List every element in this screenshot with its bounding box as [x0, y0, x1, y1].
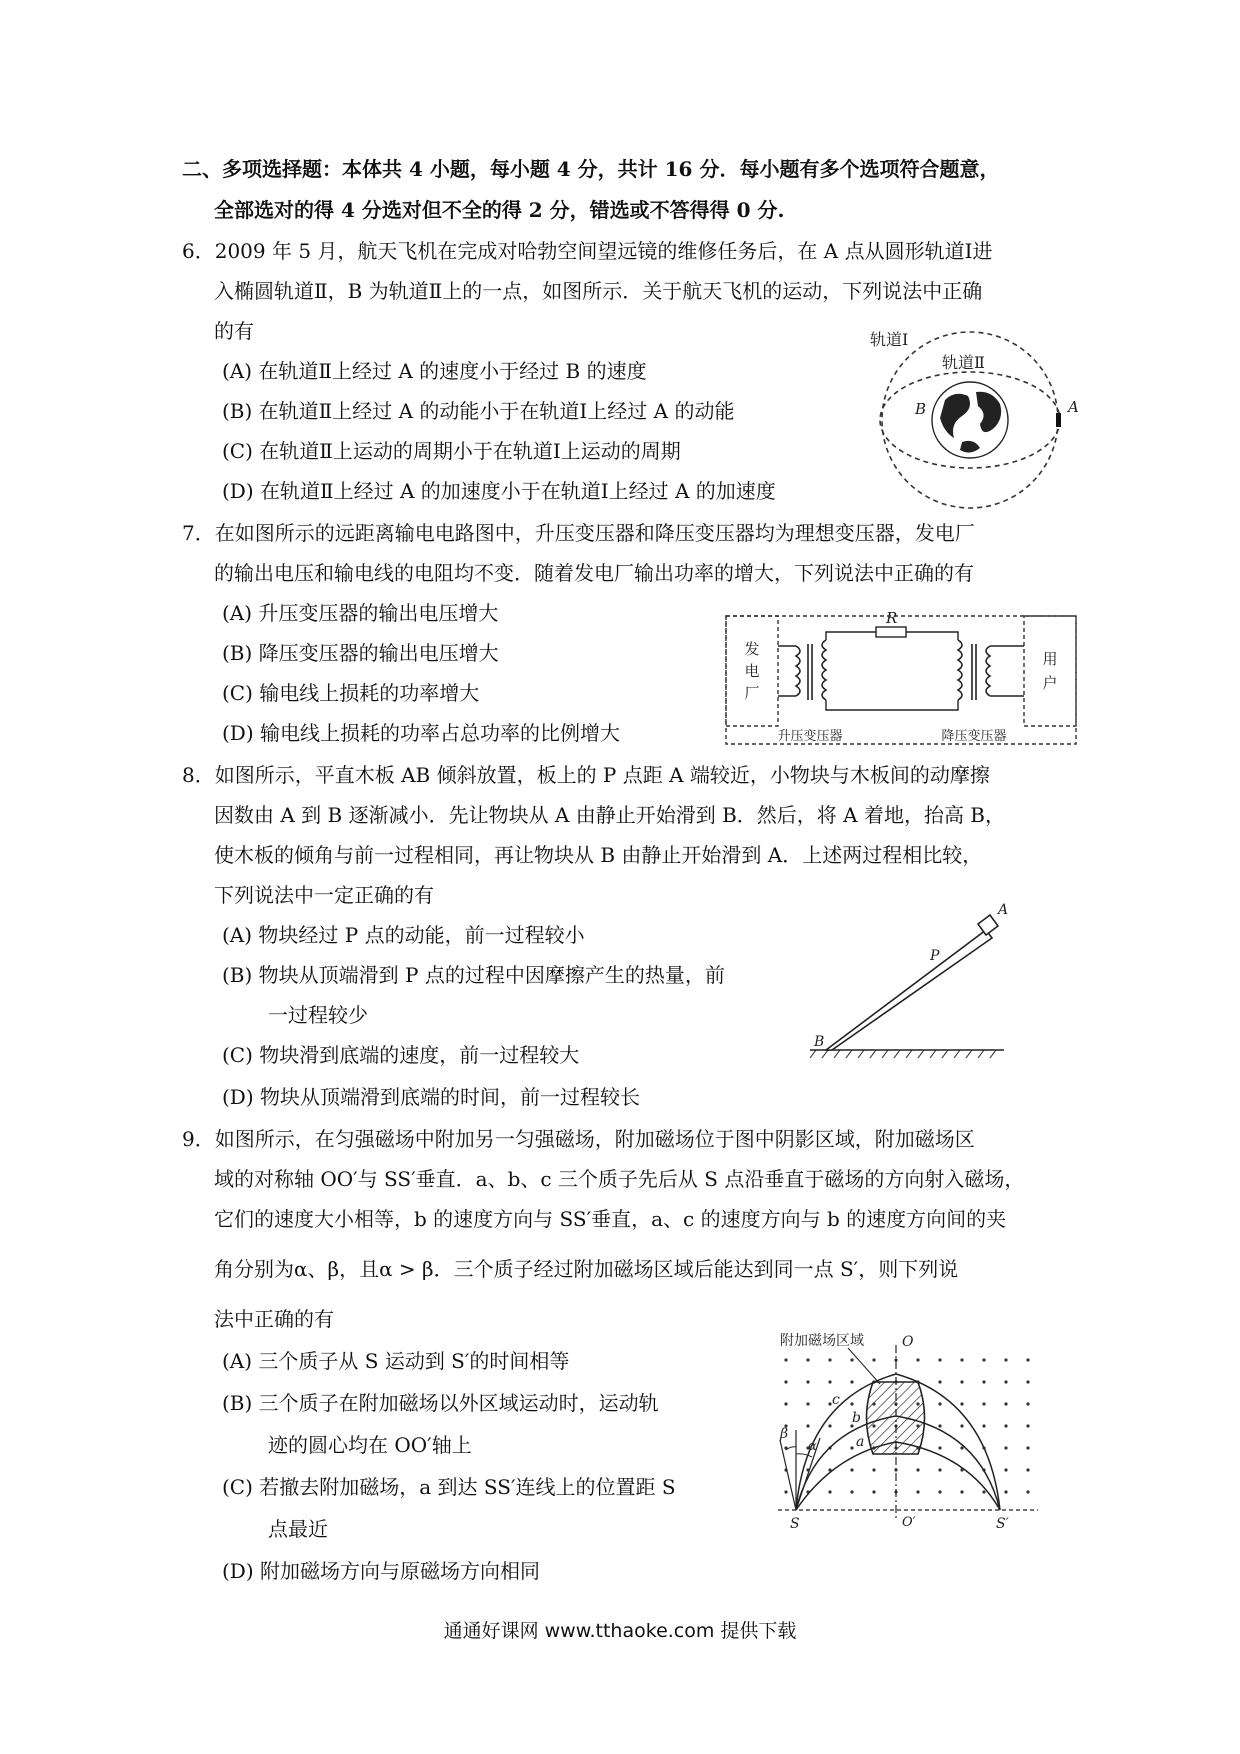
q8-option-c: (C) 物块滑到底端的速度，前一过程较大	[222, 1043, 580, 1067]
q7-stem-line1: 7．在如图所示的远距离输电电路图中，升压变压器和降压变压器均为理想变压器，发电厂	[182, 521, 975, 545]
region-pointer	[848, 1348, 880, 1384]
shuttle-marker	[1056, 413, 1061, 427]
q6-option-a: (A) 在轨道Ⅱ上经过 A 的速度小于经过 B 的速度	[222, 359, 647, 383]
plant-label-1: 发	[744, 640, 760, 658]
wooden-board	[826, 930, 992, 1050]
q7-stem-line2: 的输出电压和输电线的电阻均不变．随着发电厂输出功率的增大，下列说法中正确的有	[214, 561, 974, 585]
q8-stem-line2: 因数由 A 到 B 逐渐减小．先让物块从 A 由静止开始滑到 B．然后，将 A 着地，抬高 B，	[214, 803, 1005, 827]
q6-option-c: (C) 在轨道Ⅱ上运动的周期小于在轨道Ⅰ上运动的周期	[222, 439, 681, 463]
resistor-icon	[876, 627, 906, 637]
q8-option-b-cont: 一过程较少	[268, 1003, 368, 1027]
q6-option-b: (B) 在轨道Ⅱ上经过 A 的动能小于在轨道Ⅰ上经过 A 的动能	[222, 399, 735, 423]
angle-beta-label: β	[780, 1426, 789, 1442]
q7-option-a: (A) 升压变压器的输出电压增大	[222, 601, 499, 625]
q9-option-b: (B) 三个质子在附加磁场以外区域运动时，运动轨	[222, 1391, 659, 1415]
q6-option-d: (D) 在轨道Ⅱ上经过 A 的加速度小于在轨道Ⅰ上经过 A 的加速度	[222, 479, 776, 503]
section-title-line2: 全部选对的得 4 分选对但不全的得 2 分，错选或不答得得 0 分.	[214, 198, 785, 222]
q9-option-d: (D) 附加磁场方向与原磁场方向相同	[222, 1559, 540, 1583]
step-down-secondary-coil	[986, 646, 990, 696]
angle-beta-arc	[786, 1447, 796, 1450]
step-up-secondary-coil	[822, 640, 826, 700]
point-a-label: A	[1068, 398, 1079, 416]
q9-option-a: (A) 三个质子从 S 运动到 S′的时间相等	[222, 1349, 570, 1373]
angle-alpha-label: α	[808, 1439, 817, 1454]
point-s2-label: S′	[996, 1516, 1009, 1532]
orbit-1-label: 轨道Ⅰ	[870, 330, 909, 349]
user-label-2: 户	[1042, 674, 1058, 692]
q7-option-c: (C) 输电线上损耗的功率增大	[222, 681, 480, 705]
step-down-label: 降压变压器	[941, 729, 1007, 744]
step-up-primary-coil	[796, 646, 800, 696]
plant-label-2: 电	[744, 662, 760, 680]
q6-stem-line2: 入椭圆轨道Ⅱ，B 为轨道Ⅱ上的一点，如图所示．关于航天飞机的运动，下列说法中正确	[214, 279, 983, 303]
q9-stem-line4: 角分别为α、β，且α > β．三个质子经过附加磁场区域后能达到同一点 S′，则下列说	[214, 1257, 959, 1281]
transmission-line-top	[906, 632, 958, 640]
point-b-label: B	[915, 400, 927, 418]
q8-stem-line4: 下列说法中一定正确的有	[214, 883, 434, 907]
point-s-label: S	[790, 1516, 800, 1532]
orbit-figure	[850, 320, 1090, 520]
transmission-line-bottom	[826, 700, 958, 710]
orbit-2-label: 轨道Ⅱ	[942, 353, 985, 372]
q8-option-b: (B) 物块从顶端滑到 P 点的过程中因摩擦产生的热量，前	[222, 963, 725, 987]
q9-stem-line5: 法中正确的有	[214, 1307, 334, 1331]
footer-source: 通通好课网 www.tthaoke.com 提供下载	[443, 1620, 797, 1642]
q6-stem-line3: 的有	[214, 319, 254, 343]
point-b-label: B	[814, 1034, 825, 1050]
point-o-label: O	[902, 1334, 914, 1350]
q9-option-c: (C) 若撤去附加磁场，a 到达 SS′连线上的位置距 S	[222, 1475, 676, 1499]
q9-stem-line3: 它们的速度大小相等，b 的速度方向与 SS′垂直，a、c 的速度方向与 b 的速度方向间的夹	[214, 1207, 1007, 1231]
plant-label-3: 厂	[744, 684, 760, 702]
q9-stem-line1: 9．如图所示，在匀强磁场中附加另一匀强磁场，附加磁场位于图中阴影区域，附加磁场区	[182, 1127, 975, 1151]
q9-option-c-cont: 点最近	[268, 1517, 328, 1541]
ground-hatching	[810, 1050, 996, 1058]
magnetic-field-figure	[768, 1330, 1060, 1535]
user-label-1: 用	[1042, 650, 1058, 668]
step-up-label: 升压变压器	[777, 729, 843, 744]
section-title-line1: 二、多项选择题：本体共 4 小题，每小题 4 分，共计 16 分．每小题有多个选项符合题意，	[182, 157, 1000, 181]
q7-option-d: (D) 输电线上损耗的功率占总功率的比例增大	[222, 721, 620, 745]
point-o2-label: O′	[902, 1515, 916, 1530]
transmission-line-top	[826, 632, 876, 640]
block-icon	[978, 915, 998, 935]
trajectory-b-label: b	[852, 1410, 861, 1426]
q8-stem-line3: 使木板的倾角与前一过程相同，再让物块从 B 由静止开始滑到 A．上述两过程相比较，	[214, 843, 983, 867]
transmission-figure	[722, 606, 1082, 751]
q9-option-b-cont: 迹的圆心均在 OO′轴上	[268, 1433, 472, 1457]
velocity-c-line	[780, 1440, 796, 1510]
resistor-label: R	[886, 609, 898, 627]
user-box	[1024, 616, 1076, 726]
region-label: 附加磁场区域	[780, 1333, 864, 1349]
q6-stem-line1: 6．2009 年 5 月，航天飞机在完成对哈勃空间望远镜的维修任务后，在 A 点从圆形轨道Ⅰ进	[182, 239, 993, 263]
q8-option-a: (A) 物块经过 P 点的动能，前一过程较小	[222, 923, 585, 947]
point-p-label: P	[930, 948, 940, 964]
q7-option-b: (B) 降压变压器的输出电压增大	[222, 641, 499, 665]
angle-alpha-arc	[796, 1454, 812, 1457]
trajectory-a-label: a	[856, 1434, 865, 1450]
q9-stem-line2: 域的对称轴 OO′与 SS′垂直．a、b、c 三个质子先后从 S 点沿垂直于磁场的方向射入磁场，	[214, 1167, 1025, 1191]
step-down-primary-coil	[958, 640, 962, 700]
q8-stem-line1: 8．如图所示，平直木板 AB 倾斜放置，板上的 P 点距 A 端较近，小物块与木板间的动摩擦	[182, 763, 990, 787]
trajectory-c-label: c	[832, 1392, 840, 1408]
point-a-label: A	[998, 902, 1009, 918]
incline-figure	[806, 900, 1016, 1060]
q8-option-d: (D) 物块从顶端滑到底端的时间，前一过程较长	[222, 1085, 640, 1109]
